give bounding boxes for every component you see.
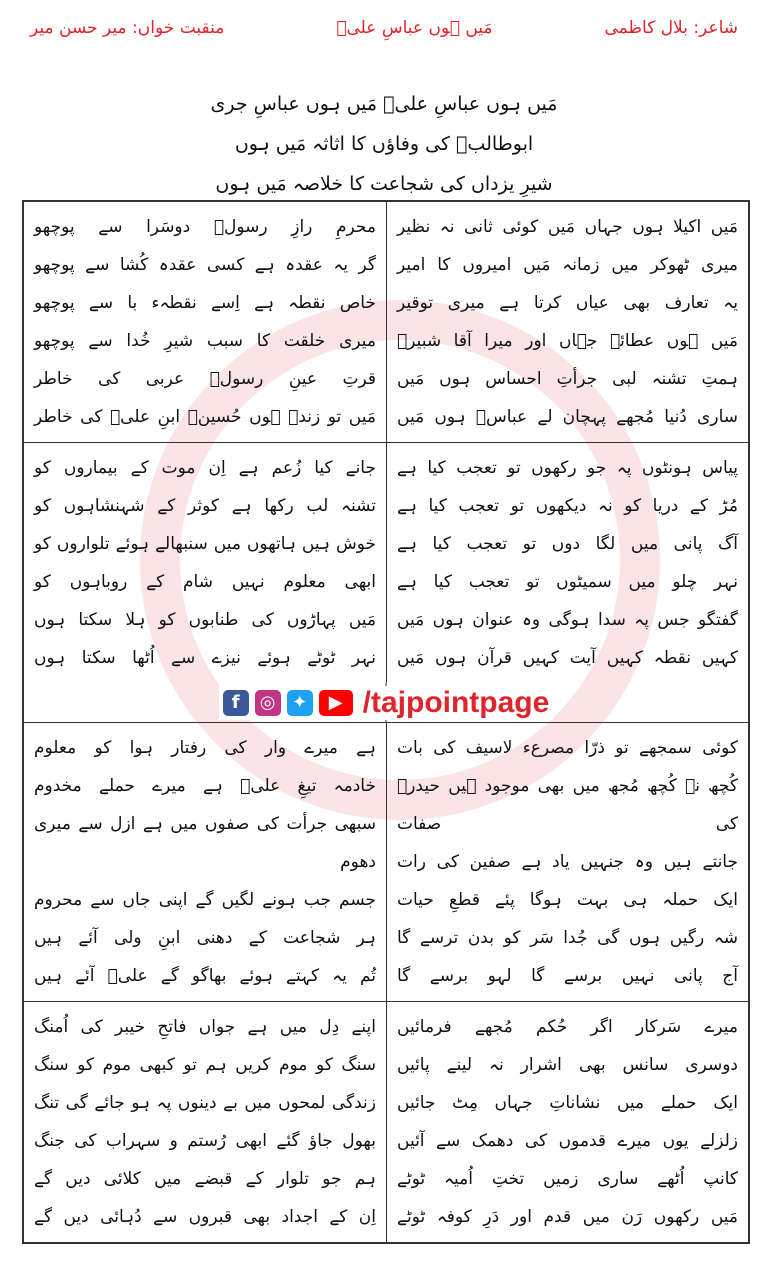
lyric-line: کوئی سمجھے تو ذرّا مصرعء لاسیف کی بات [397,738,738,758]
lyric-line: مُڑ کے دریا کو نہ دیکھوں تو تعجب کیا ہے [397,496,738,516]
lyric-line: آج پانی نہیں برسے گا لہو برسے گا [397,966,738,986]
stanza-cell [386,443,748,683]
reciter-credit: منقبت خواں: میر حسن میر [30,18,225,38]
stanza-cell [24,202,386,443]
social-watermark [219,686,554,720]
stanza-cell [386,1002,748,1242]
lyric-line: جسم جب ہونے لگیں گے اپنی جاں سے محروم [34,890,376,910]
header [30,8,738,48]
lyric-line: ہے میرے وار کی رفتار ہوا کو معلوم [34,738,376,758]
lyric-line: میری ٹھوکر میں زمانہ مَیں امیروں کا امیر [397,255,738,275]
lyric-line: سنگ کو موم کریں ہم تو کبھی موم کو سنگ [34,1055,376,1075]
lyric-line: مَیں اکیلا ہوں جہاں مَیں کوئی ثانی نہ نظیر [397,217,738,237]
lyric-line: ہمتِ تشنہ لبی جرأتِ احساس ہوں مَیں [397,369,738,389]
lyric-line: مَیں رکھوں رَن میں قدم اور دَرِ کوفہ ٹوٹے [397,1207,738,1227]
lyric-line: یہ تعارف بھی عیاں کرتا ہے میری توقیر [397,293,738,313]
lyric-line: ہم جو تلوار کے قبضے میں کلائی دیں گے [34,1169,376,1189]
lyric-line: خاص نقطہ ہے اِسے نقطہء با سے پوچھو [34,293,376,313]
lyric-line: اپنے دِل میں ہے جواں فاتحِ خیبر کی اُمنگ [34,1017,376,1037]
lyric-line: قرتِ عینِ رسولؐ عربی کی خاطر [34,369,376,389]
lyric-line: کانپ اُٹھے ساری زمیں تختِ اُمیہ ٹوٹے [397,1169,738,1189]
lyric-line: زندگی لمحوں میں بے دینوں پہ ہو جائے گی تنگ [34,1093,376,1113]
lyric-line: ابھی معلوم نہیں شام کے روباہوں کو [34,572,376,592]
lyric-line: زلزلے یوں میرے قدموں کی دھمک سے آئیں [397,1131,738,1151]
lyric-line: سبھی جرأت کی صفوں میں ہے ازل سے میری دھوم [34,814,376,872]
lyric-line: تشنہ لب رکھا ہے کوثر کے شہنشاہوں کو [34,496,376,516]
lyric-line: ساری دُنیا مُجھے پہچان لے عباسؑ ہوں مَیں [397,407,738,427]
lyric-line: محرمِ رازِ رسولؐ دوسَرا سے پوچھو [34,217,376,237]
stanza-cell [386,723,748,1002]
page-title: مَیں ہوں عباسِ علیؑ [336,18,493,38]
stanza-cell [386,202,748,443]
lyric-line: نہر ٹوٹے ہوئے نیزے سے اُٹھا سکتا ہوں [34,648,376,668]
lyric-line: خادمہ تیغِ علیؑ ہے میرے حملے مخدوم [34,776,376,796]
lyric-line: دوسری سانس بھی اشرار نہ لینے پائیں [397,1055,738,1075]
lyric-line: اِن کے اجداد بھی قبروں سے دُہائی دیں گے [34,1207,376,1227]
lyric-line: میری خلقت کا سبب شیرِ خُدا سے پوچھو [34,331,376,351]
lyric-line: جانے کیا زُعم ہے اِن موت کے بیماروں کو [34,458,376,478]
lyric-line: شہ رگیں ہوں گی جُدا سَر کو بدن ترسے گا [397,928,738,948]
lyric-line: آگ پانی میں لگا دوں تو تعجب کیا ہے [397,534,738,554]
social-watermark-row [24,683,748,723]
stanza-cell [24,443,386,683]
lyric-line: مَیں تو زندہ ہوں حُسینؑ ابنِ علیؑ کی خاطر [34,407,376,427]
lyric-line: بھول جاؤ گئے ابھی رُستم و سہراب کی جنگ [34,1131,376,1151]
lyric-line: میرے سَرکار اگر حُکم مُجھے فرمائیں [397,1017,738,1037]
lyric-line: مَیں پہاڑوں کی طنابوں کو ہلا سکتا ہوں [34,610,376,630]
lyric-line: ایک حملہ ہی بہت ہوگا پئے قطعِ حیات [397,890,738,910]
lyric-line: پیاس ہونٹوں پہ جو رکھوں تو تعجب کیا ہے [397,458,738,478]
lyric-line: ہر شجاعت کے دھنی ابنِ ولی آئے ہیں [34,928,376,948]
intro-line: ابوطالبؑ کی وفاؤں کا اثاثہ مَیں ہوں [234,133,534,155]
watermark-handle: /tajpointpage [362,685,550,719]
lyric-line: گفتگو جس پہ سدا ہوگی وہ عنوان ہوں مَیں [397,610,738,630]
lyric-line: نہر چلو میں سمیٹوں تو تعجب کیا ہے [397,572,738,592]
opening-couplet [0,84,768,204]
lyric-line: خوش ہیں ہاتھوں میں سنبھالے ہوئے تلواروں کو [34,534,376,554]
stanza-cell [24,1002,386,1242]
lyric-line: تُم یہ کہتے ہوئے بھاگو گے علیؑ آئے ہیں [34,966,376,986]
intro-line: شیرِ یزداں کی شجاعت کا خلاصہ مَیں ہوں [215,173,553,195]
twitter-icon: ✦ [287,690,313,716]
lyric-line: جانتے ہیں وہ جنہیں یاد ہے صفین کی رات [397,852,738,872]
lyric-line: کہیں نقطہ کہیں آیت کہیں قرآن ہوں مَیں [397,648,738,668]
facebook-icon: f [223,690,249,716]
lyric-line: کُچھ نہ کُچھ مُجھ میں بھی موجود ہیں حیدرؑ کی صفات [397,776,738,834]
lyrics-table [22,200,750,1244]
lyric-line: گر یہ عقدہ ہے کسی عقدہ کُشا سے پوچھو [34,255,376,275]
intro-line: مَیں ہوں عباسِ علیؑ مَیں ہوں عباسِ جری [210,93,558,115]
instagram-icon: ◎ [255,690,281,716]
youtube-icon: ▶ [319,690,353,716]
lyric-line: مَیں ہوں عطائے جہاں اور میرا آقا شبیرؑ [397,331,738,351]
poet-credit: شاعر: بلال کاظمی [604,18,738,38]
stanza-cell [24,723,386,1002]
lyric-line: ایک حملے میں نشاناتِ جہاں مِٹ جائیں [397,1093,738,1113]
